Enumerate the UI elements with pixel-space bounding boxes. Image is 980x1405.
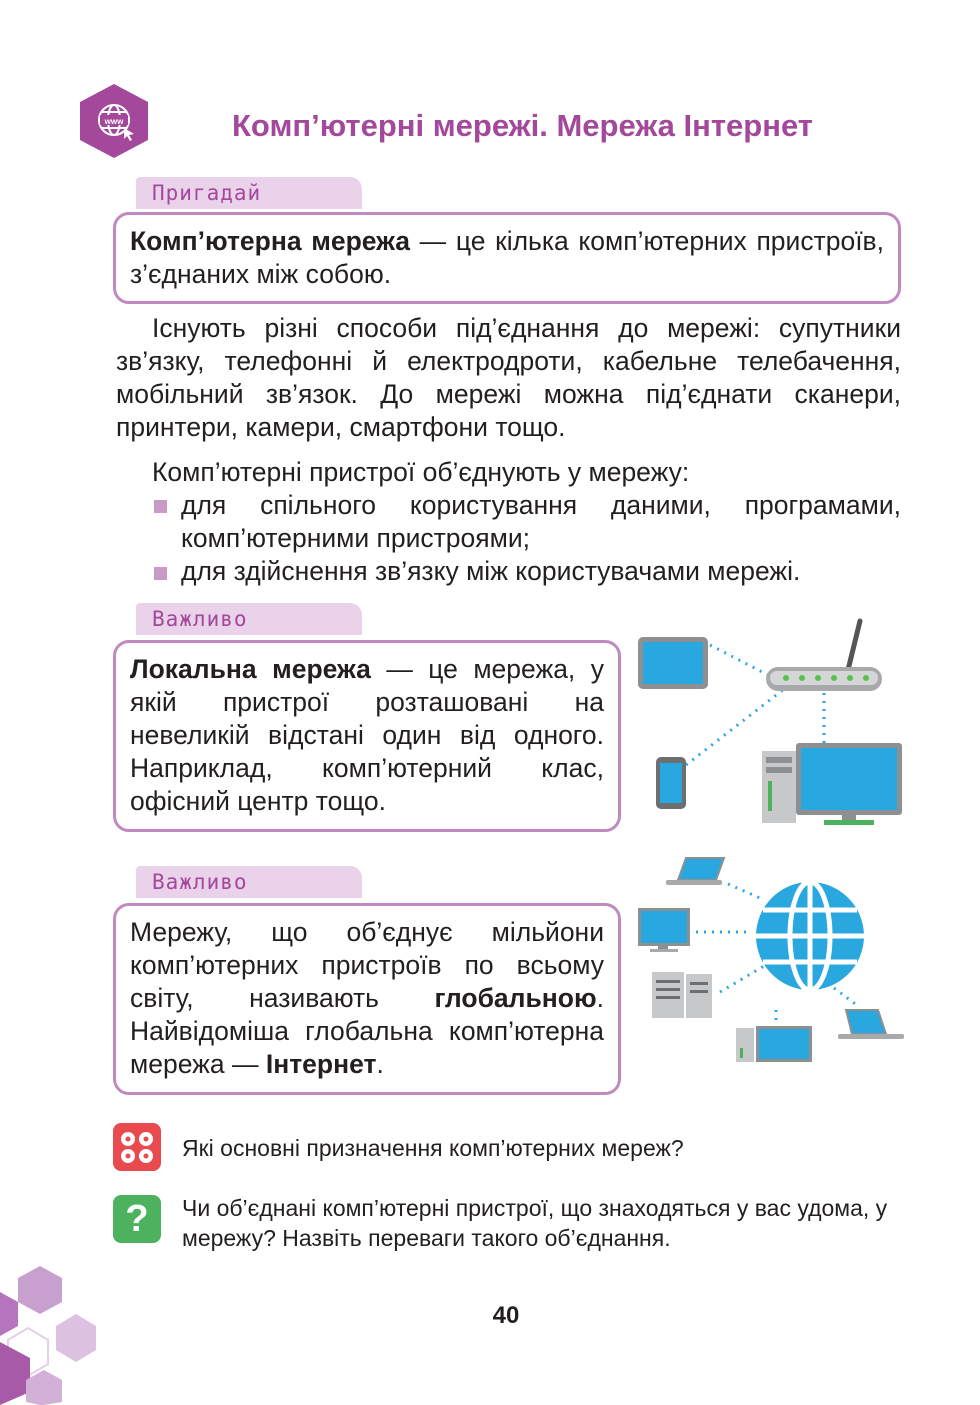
paragraph-connection-methods: Існують різні способи під’єднання до мережі: супутники зв’язку, телефонні й електродроти, кабельне телебачення, мобільний зв’язок. До мережі можна під’єднати сканери, принтери, камери, смартфони тощо.: [116, 313, 901, 442]
page-title: Комп’ютерні мережі. Мережа Інтернет: [232, 108, 813, 143]
paragraph-purposes-intro: Комп’ютерні пристрої об’єднують у мережу:: [152, 457, 690, 487]
global-text: .: [376, 1049, 384, 1079]
desktop-computer-icon: [736, 1026, 812, 1062]
bullet-marker: [154, 567, 167, 585]
globe-icon: [756, 882, 864, 990]
server-icon: [652, 972, 712, 1018]
recall-box: [113, 212, 901, 304]
tablet-icon: [638, 637, 708, 689]
svg-text:www: www: [104, 117, 124, 126]
global-text: Мережу, що об’єднує мільйони комп’ютерних пристроїв по всьому світу, називають: [130, 917, 604, 1013]
local-network-box: [113, 640, 621, 832]
important-tag: Важливо: [136, 603, 362, 635]
recall-tag: Пригадай: [136, 177, 362, 209]
monitor-icon: [638, 908, 690, 952]
local-network-term: Локальна мережа: [130, 654, 371, 684]
question-2: Чи об’єднані комп’ютерні пристрої, що знаходяться у вас удома, у мережу? Назвіть переваги такого об’єднання.: [182, 1195, 888, 1251]
question-1: Які основні призначення комп’ютерних мереж?: [182, 1135, 684, 1161]
laptop-icon: [666, 858, 724, 885]
global-text: . Найвідоміша глобальна комп’ютерна мережа —: [130, 983, 604, 1079]
question-mark-icon: ?: [113, 1195, 161, 1243]
global-network-illustration: [636, 850, 906, 1068]
internet-term: Інтернет: [265, 1049, 377, 1079]
page-number: 40: [492, 1302, 520, 1329]
discussion-icon: [113, 1123, 161, 1171]
global-term: глобальною: [434, 983, 597, 1013]
lesson-badge: [78, 82, 150, 160]
global-network-box: [113, 903, 621, 1095]
bullet-marker: [154, 500, 167, 518]
recall-term: Комп’ютерна мережа: [130, 226, 411, 256]
router-icon: [766, 621, 882, 691]
laptop-icon: [838, 1010, 904, 1039]
recall-definition: — це кілька комп’ютерних пристроїв, з’єднаних між собою.: [130, 226, 884, 289]
local-network-illustration: [636, 615, 906, 830]
important-tag: Важливо: [136, 866, 362, 898]
desktop-computer-icon: [762, 743, 902, 825]
smartphone-icon: [656, 757, 686, 809]
bullet-item: для здійснення зв’язку між користувачами мережі.: [181, 556, 801, 586]
local-network-definition: — це мережа, у якій пристрої розташовані на невеликій відстані один від одного. Наприклад, комп’ютерний клас, офісний центр тощо.: [130, 654, 604, 816]
bullet-item: для спільного користування даними, програмами, комп’ютерними пристроями;: [181, 490, 901, 553]
decorative-hexagons: [0, 1262, 100, 1405]
